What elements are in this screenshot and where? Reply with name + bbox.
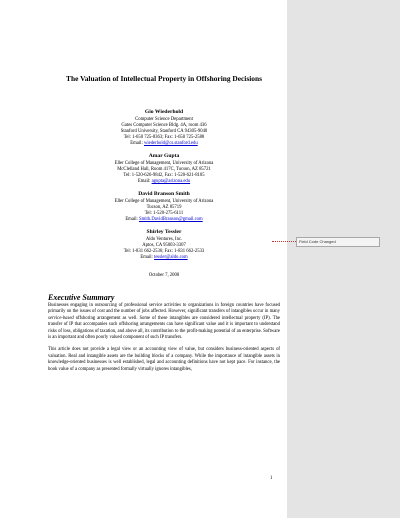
email-label: Email: [140,254,155,260]
document-body [48,74,280,379]
body-paragraph: This article does not provide a legal view or an accounting view of value, but considers business-oriented aspects of valuation. Real and intangible assets are the building blocks of a company. While the importance of intangible assets in knowledge-oriented businesses is well established, legal and accounting definitions have not kept pace. For instance, the book value of a company as presented formally virtually ignores intangibles, [48,347,280,372]
paragraph-text: offshoring arrangement as well. Some of these intangibles are considered intellectual property (IP). The transfer of IP that accompanies such offshoring arrangements can have significant value and it is important to understand risks of loss, obligations of taxation, and above all, its contribution to the profit-making potential of an enterprise. Software is an important and often poorly valued component of such IP transfers. [48,315,280,340]
comment-balloon[interactable] [296,237,380,247]
author-phone-line: Tel: 1-831 662-2536; Fax: 1-831 662-2533 [123,248,205,254]
author-block [48,153,280,185]
email-link[interactable]: wiederhold@cs.stanford.edu [143,140,198,146]
author-email-line [48,141,280,147]
author-block [48,109,280,147]
author-affiliation-line: Aptos, CA 95003-3307 [142,242,186,248]
author-affiliation-line: Aldo Ventures, Inc. [145,236,183,242]
document-title: The Valuation of Intellectual Property in Offshoring Decisions [66,74,262,83]
author-affiliation-line: Computer Science Department [135,116,193,122]
author-email-line [48,179,280,185]
author-affiliation-line: Stanford University, Stanford CA 94305-9040 [120,128,208,134]
author-name: David Branson Smith [138,191,190,198]
author-block [48,229,280,261]
author-name: Amar Gupta [148,153,180,160]
document-date: October 7, 2008 [148,272,180,278]
author-affiliation-line: Tucson, AZ 85719 [146,204,182,210]
comment-label: Field Code Changed [299,239,336,244]
comment-margin-pane [287,0,400,518]
email-label: Email: [125,216,139,222]
author-phone-line: Tel: 1-650 725-8363; Fax: 1-650 725-2588 [123,134,205,140]
author-phone-line: Tel: 1-520-275-6111 [144,210,184,216]
author-affiliation-line: McClelland Hall, Room 417C, Tucson, AZ 85721 [117,166,211,172]
email-link[interactable]: agupta@arizona.edu [151,178,191,184]
author-name: Shirley Tessler [146,229,182,235]
page-number: 1 [270,476,273,481]
author-phone-line: Tel: 1-520-626-9842, Fax: 1-520-621-8105 [123,172,205,178]
author-block [48,191,280,223]
author-affiliation-line: Gates Computer Science Bldg. 4A, room 436 [121,122,207,128]
author-affiliation-line: Eller College of Management, University of Arizona [114,160,214,166]
author-list [48,109,280,261]
author-affiliation-line: Eller College of Management, University of Arizona [114,198,214,204]
section-heading: Executive Summary [48,292,115,302]
email-label: Email: [130,140,144,146]
author-email-line [48,217,280,223]
email-label: Email: [137,178,152,184]
body-paragraph [48,303,280,341]
email-link[interactable]: tessler@aldo.com [154,254,188,260]
paragraph-text: Businesses engaging in outsourcing of professional service activities to organizations in foreign countries have focused primarily on the issues of cost and the number of jobs affected. However, significant transfers of intangibles occur in many [48,302,280,315]
emphasis-text: service-based [48,315,74,321]
author-email-line [48,255,280,261]
email-link[interactable]: Smith.DavidBranson@gmail.com [138,216,203,222]
author-name: Gio Wiederhold [144,109,184,115]
